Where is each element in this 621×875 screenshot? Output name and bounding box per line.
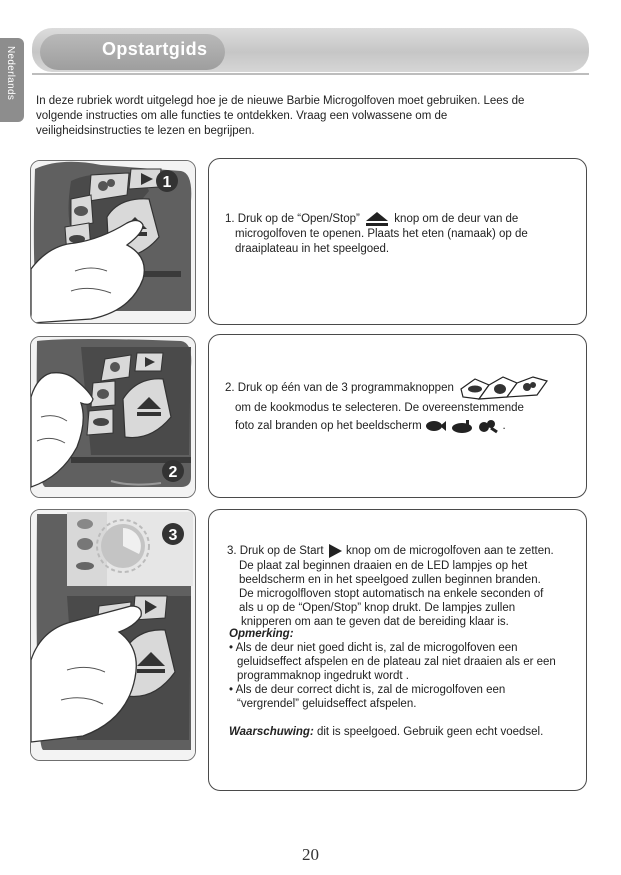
step-1-badge: 1 (162, 174, 172, 191)
page-title: Opstartgids (102, 39, 208, 59)
page-number: 20 (302, 845, 319, 864)
note-title: Opmerking: (229, 628, 294, 640)
eject-icon (363, 211, 391, 227)
play-triangle-icon (327, 543, 343, 559)
intro-line: In deze rubriek wordt uitgelegd hoe je de nieuwe Barbie Microgolfoven moet gebruiken. Lees de (36, 95, 525, 107)
intro-line: veiligheidsinstructies te lezen en begrijpen. (36, 125, 255, 137)
step-1-text: 1. Druk op de “Open/Stop” knop om de deur van de microgolfoven te openen. Plaats het eten (namaak) op de draaiplateau in het speelgoed. (225, 211, 575, 257)
step-2-photo (30, 336, 196, 498)
step-2-text: 2. Druk op één van de 3 programmaknoppen om de kookmodus te selecteren. De overeenstemmende foto zal branden op het beeldscherm . (225, 375, 580, 434)
warning-label: Waarschuwing: (229, 726, 314, 738)
language-tab (0, 38, 24, 122)
step-2-panel (208, 334, 587, 498)
warning-line (229, 725, 584, 739)
step-3-photo (30, 509, 196, 761)
program-buttons-icon (457, 375, 551, 401)
language-label: Nederlands (5, 46, 16, 101)
chicken-icon (71, 195, 93, 227)
warning-text: dit is speelgoed. Gebruik geen echt voedsel. (313, 726, 544, 738)
step-3-badge: 3 (168, 527, 178, 544)
step-1-photo (30, 160, 196, 324)
banner-divider (32, 73, 589, 75)
step-2-badge: 2 (168, 464, 178, 481)
step-3-text: 3. Druk op de Start knop om de microgolfoven aan te zetten. De plaat zal beginnen draaien en de LED lampjes op het beeldscherm en in het speelgoed zullen beginnen branden. De microgolfloven stopt automatisch na enkele seconden of als u op de “Open/Stop” knop drukt. De lampjes zullen knipperen om aan te geven dat de bereiding klaar is. (227, 543, 585, 629)
step-3-panel (208, 509, 587, 791)
note-block: Opmerking: • Als de deur niet goed dicht is, zal de microgolfoven een geluidseffect afspelen en de plateau zal niet draaien als er een programmaknop ingedrukt wordt . • Als de deur correct dicht is, zal de microgolfoven een “vergrendel” geluidseffect afspelen. Waarschuwing: dit is speelgoed. Gebruik geen echt voedsel. (229, 627, 584, 739)
fish-icon (425, 418, 447, 434)
chicken-icon (450, 418, 474, 434)
intro-line: volgende instructies om alle functies te ontdekken. Vraag een volwassene om de (36, 110, 448, 122)
intro-text (36, 94, 584, 139)
section-banner (32, 28, 589, 72)
step-1-panel (208, 158, 587, 325)
vegetables-icon (477, 418, 499, 434)
